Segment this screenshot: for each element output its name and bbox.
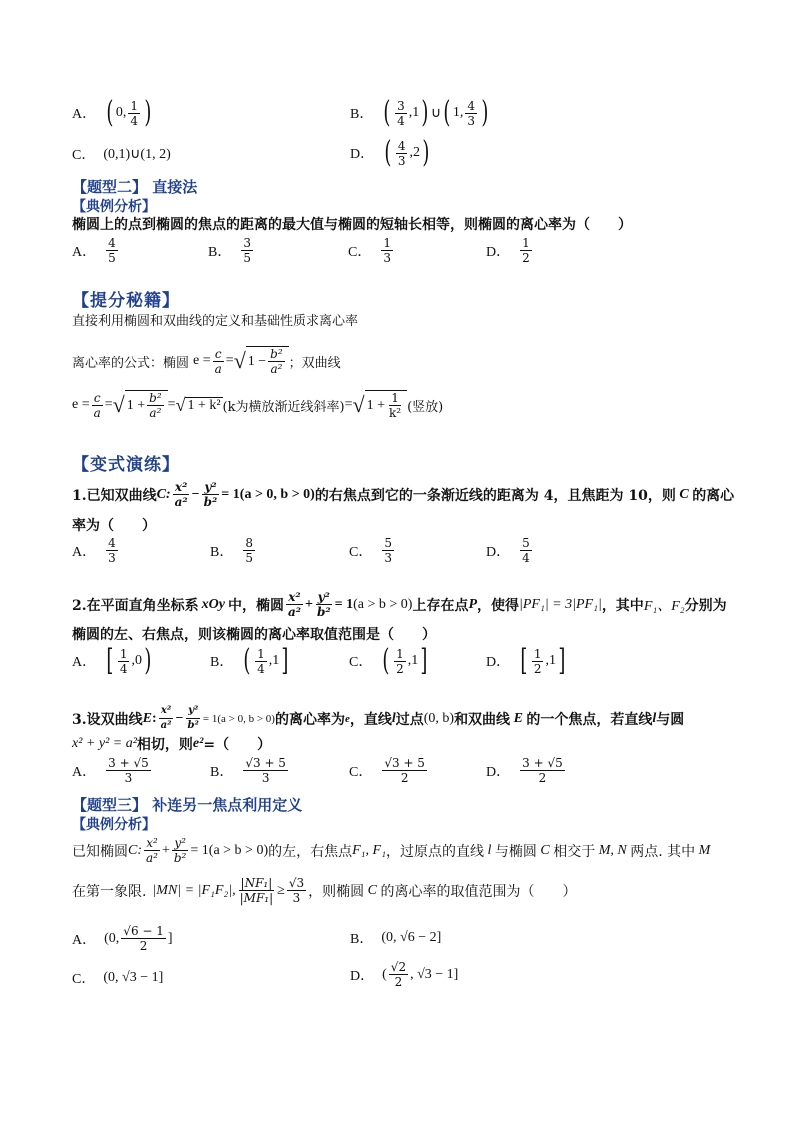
q3-line2: x² + y² = a² 相切，则 e² =（ ） xyxy=(72,736,272,753)
variants-title: 【变式演练】 xyxy=(72,455,180,475)
q2-line2: 椭圆的左、右焦点，则该椭圆的离心率取值范围是（ ） xyxy=(72,627,436,643)
option-a: A． ( 0, $\frac{1}{4}$ ) xyxy=(72,95,152,130)
section-title: 【题型二】 直接法 xyxy=(72,178,198,196)
q1-line1: 1.已知双曲线 C: $\frac{\text{x²}}{\text{a²}}$ − $\frac{\text{y²}}{\text{b²}}$ = 1 (a > 0, b > 0) 的右焦点到它的一条渐近线的距离为 4，且焦距为 10，则 C 的离心 xyxy=(72,480,735,509)
tips-formula-hyperbola: e = $\frac{c}{a}$ = √ 1 + $\frac{\text{b²}}{\text{a²}}$ = √ 1 + k² (k为横放渐近线斜率) = √ 1 + $\frac{1}{\text{k²}}$ (竖放) xyxy=(72,390,444,420)
tips-line1: 直接利用椭圆和双曲线的定义和基础性质求离心率 xyxy=(72,314,359,329)
example-label: 【典例分析】 xyxy=(72,199,156,215)
option-c xyxy=(72,144,171,164)
q2-option-b: B． ( $\frac{1}{4}$ ,1 ] xyxy=(210,643,289,678)
q1-option-c: C． $\frac{5}{3}$ xyxy=(349,536,392,565)
s3-option-b: B． (0, √6 − 2] xyxy=(350,930,442,947)
option-b: B． $\frac{3}{5}$ xyxy=(208,236,251,265)
q2-option-a: A． [ $\frac{1}{4}$ ,0 ) xyxy=(72,643,152,678)
q2-option-c: C． ( $\frac{1}{2}$ ,1 ] xyxy=(349,643,428,678)
q1-line2: 率为（ ） xyxy=(72,518,156,534)
q1-option-b: B． $\frac{8}{5}$ xyxy=(210,536,253,565)
s3-option-d: D． ( $\frac{√2}{2}$ , √3 − 1] xyxy=(350,960,459,989)
option-d: D． ( $\frac{4}{3}$ ,2 ) xyxy=(350,135,430,170)
q2-option-d: D． [ $\frac{1}{2}$ ,1 ] xyxy=(486,643,566,678)
question-text: 椭圆上的点到椭圆的焦点的距离的最大值与椭圆的短轴长相等，则椭圆的离心率为（ ） xyxy=(72,217,632,233)
s3-line1: 已知椭圆 C: $\frac{\text{x²}}{\text{a²}}$ + $\frac{\text{y²}}{\text{b²}}$ = 1 (a > b > 0) 的左，右焦点 F₁, F₁ ，过原点的直线 l 与椭圆 C 相交于 M, N 两点. 其中 M xyxy=(72,836,711,865)
s3-option-c: C． (0, √3 − 1] xyxy=(72,970,164,987)
s3-line2: 在第一象限. |MN| = |F₁F₂|, $\frac{\text{|NF₁|}}{\text{|MF₁|}}$ ≥ $\frac{√3}{3}$ ，则椭圆 C 的离心率的取值范围为（ ） xyxy=(72,876,577,905)
q1-option-d: D． $\frac{5}{4}$ xyxy=(486,536,530,565)
q1-option-a: A． $\frac{4}{3}$ xyxy=(72,536,116,565)
q3-option-b: B． $\frac{√3 + 5}{3}$ xyxy=(210,756,286,785)
q3-option-d: D． $\frac{3 + √5}{2}$ xyxy=(486,756,563,785)
option-c-value: (0,1)∪(1, 2) xyxy=(103,146,171,162)
option-a: A． $\frac{4}{5}$ xyxy=(72,236,116,265)
option-label: C． xyxy=(72,148,96,163)
tips-formula-ellipse: 离心率的公式：椭圆 e = $\frac{c}{a}$ = √ 1 − $\frac{\text{b²}}{\text{a²}}$ ；双曲线 xyxy=(72,346,341,376)
option-label: A． xyxy=(72,107,97,122)
option-label: B． xyxy=(350,107,374,122)
q3-line1: 3.设双曲线 E : $\frac{\text{x²}}{\text{a²}}$ − $\frac{\text{y²}}{\text{b²}}$ = 1 (a > 0, b > 0) 的离心率为 e ，直线 l 过点 (0, b) 和双曲线 E 的一个焦点，若直线 l 与圆 xyxy=(72,705,685,731)
option-c: C． $\frac{1}{3}$ xyxy=(348,236,391,265)
q2-line1: 2.在平面直角坐标系 xOy 中，椭圆 $\frac{\text{x²}}{\text{a²}}$ + $\frac{\text{y²}}{\text{b²}}$ = 1 (a > b > 0) 上存在点 P ，使得 |PF₁| = 3|PF₁| ，其中 F₁、F₂ 分别为 xyxy=(72,590,727,619)
example-label: 【典例分析】 xyxy=(72,817,156,833)
option-d: D． $\frac{1}{2}$ xyxy=(486,236,530,265)
option-b: B． ( $\frac{3}{4}$ ,1 ) ∪ ( 1, $\frac{4}{3}$ ) xyxy=(350,95,489,130)
q3-option-a: A． $\frac{3 + √5}{3}$ xyxy=(72,756,149,785)
section-title: 【题型三】 补连另一焦点利用定义 xyxy=(72,796,303,814)
tips-title: 【提分秘籍】 xyxy=(72,291,180,311)
option-label: D． xyxy=(350,147,375,162)
q3-option-c: C． $\frac{√3 + 5}{2}$ xyxy=(349,756,425,785)
s3-option-a: A． (0, $\frac{√6 - 1}{2}$ ] xyxy=(72,924,173,953)
